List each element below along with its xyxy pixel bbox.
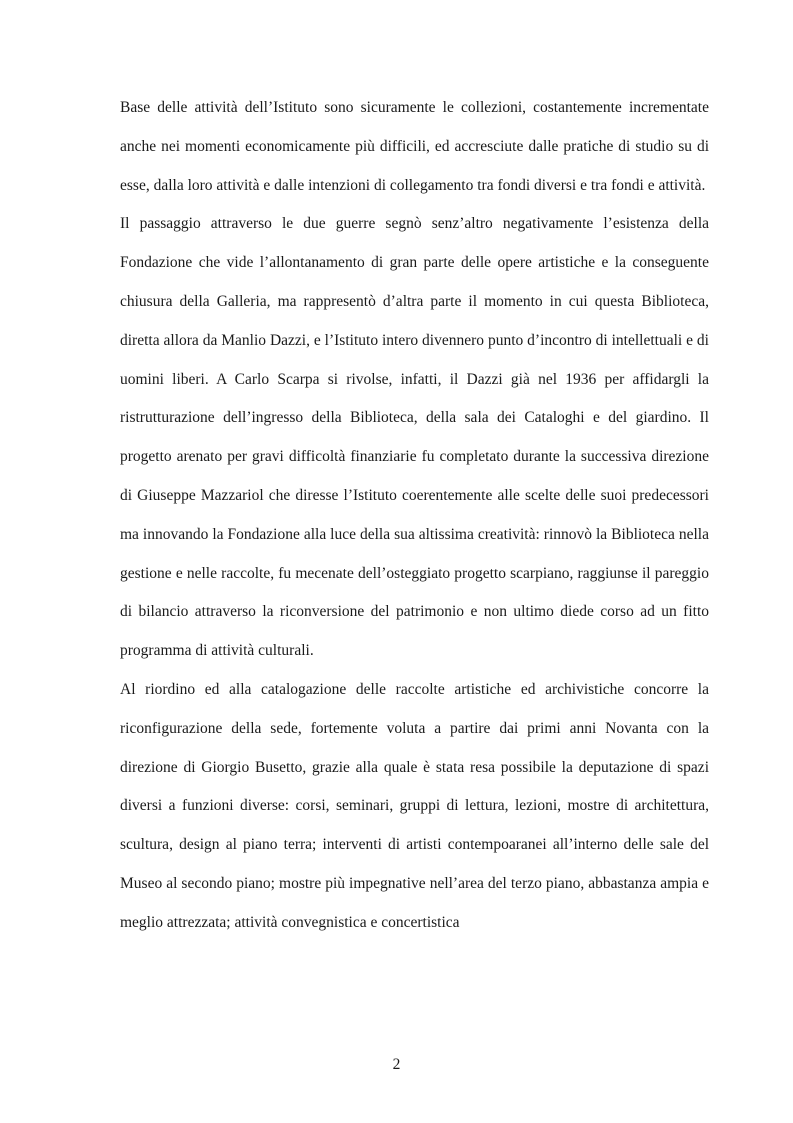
paragraph-collezioni: Base delle attività dell’Istituto sono sicuramente le collezioni, costantemente incrementate anche nei momenti economicamente più difficili, ed accresciute dalle pratiche di studio su di esse, dalla loro attività e dalle intenzioni di collegamento tra fondi diversi e tra fondi e attività. [120, 99, 709, 194]
paragraph-guerre: Il passaggio attraverso le due guerre segnò senz’altro negativamente l’esistenza della Fondazione che vide l’allontanamento di gran parte delle opere artistiche e la conseguente chiusura della Galleria, ma rappresentò d’altra parte il momento in cui questa Biblioteca, diretta allora da Manlio Dazzi, e l’Istituto intero divennero punto d’incontro di intellettuali e di uomini liberi. A Carlo Scarpa si rivolse, infatti, il Dazzi già nel 1936 per affidargli la ristrutturazione dell’ingresso della Biblioteca, della sala dei Cataloghi e del giardino. Il progetto arenato per gravi difficoltà finanziarie fu completato durante la successiva direzione di Giuseppe Mazzariol che diresse l’Istituto coerentemente alle scelte delle suoi predecessori ma innovando la Fondazione alla luce della sua altissima creatività: rinnovò la Biblioteca nella gestione e nelle raccolte, fu mecenate dell’osteggiato progetto scarpiano, raggiunse il pareggio di bilancio attraverso la riconversione del patrimonio e non ultimo diede corso ad un fitto programma di attività culturali. [120, 215, 709, 660]
paragraph-riordino: Al riordino ed alla catalogazione delle raccolte artistiche ed archivistiche concorre la riconfigurazione della sede, fortemente voluta a partire dai primi anni Novanta con la direzione di Giorgio Busetto, grazie alla quale è stata resa possibile la deputazione di spazi diversi a funzioni diverse: corsi, seminari, gruppi di lettura, lezioni, mostre di architettura, scultura, design al piano terra; interventi di artisti contempoaranei all’interno delle sale del Museo al secondo piano; mostre più impegnative nell’area del terzo piano, abbastanza ampia e meglio attrezzata; attività convegnistica e concertistica [120, 680, 709, 931]
body-text [120, 89, 709, 943]
page-number: 2 [392, 1056, 401, 1073]
